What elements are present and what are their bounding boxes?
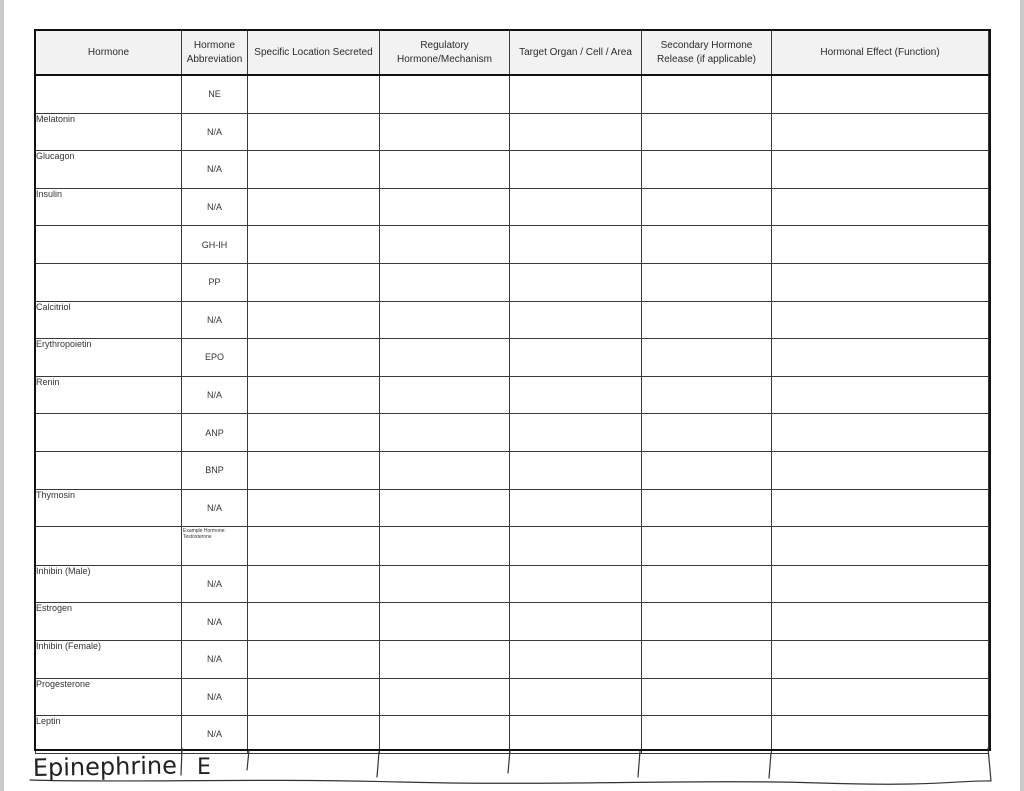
abbreviation-cell: N/A <box>182 301 248 339</box>
header-effect: Hormonal Effect (Function) <box>772 31 989 76</box>
abbreviation-cell: EPO <box>182 339 248 377</box>
handwritten-hormone: Epinephrine <box>32 751 178 782</box>
header-hormone: Hormone <box>36 31 182 76</box>
abbreviation-cell: N/A <box>182 640 248 678</box>
header-abbreviation: Hormone Abbreviation <box>182 31 248 76</box>
hormone-cell[interactable]: Inhibin (Female) <box>36 640 182 678</box>
hormone-cell[interactable]: Calcitriol <box>36 301 182 339</box>
hormone-cell[interactable]: Glucagon <box>36 151 182 189</box>
abbreviation-cell: N/A <box>182 603 248 641</box>
hormone-cell[interactable]: Inhibin (Male) <box>36 565 182 603</box>
hand-drawn-divider <box>508 750 510 773</box>
hormone-cell[interactable]: Melatonin <box>36 113 182 151</box>
abbreviation-cell: N/A <box>182 376 248 414</box>
header-location-secreted: Specific Location Secreted <box>248 31 380 76</box>
abbreviation-cell: NE <box>182 75 248 113</box>
hand-drawn-divider <box>988 748 991 781</box>
header-target: Target Organ / Cell / Area <box>510 31 642 76</box>
hand-drawn-divider <box>769 753 771 778</box>
abbreviation-cell: N/A <box>182 565 248 603</box>
abbreviation-cell: ANP <box>182 414 248 452</box>
abbreviation-cell: N/A <box>182 716 248 754</box>
hand-drawn-divider <box>377 752 379 777</box>
hormone-cell[interactable]: Estrogen <box>36 603 182 641</box>
hormone-cell[interactable]: Progesterone <box>36 678 182 716</box>
abbreviation-cell: N/A <box>182 489 248 527</box>
hormone-cell[interactable]: Insulin <box>36 188 182 226</box>
hand-drawn-divider <box>638 751 640 777</box>
abbreviation-cell: N/A <box>182 113 248 151</box>
abbreviation-cell: N/A <box>182 151 248 189</box>
hand-drawn-divider <box>247 750 249 770</box>
abbreviation-cell: PP <box>182 263 248 301</box>
abbreviation-cell: N/A <box>182 188 248 226</box>
header-secondary-release: Secondary Hormone Release (if applicable) <box>642 31 772 76</box>
hormone-cell[interactable]: Thymosin <box>36 489 182 527</box>
handwritten-abbreviation: E <box>197 755 211 780</box>
abbreviation-cell: N/A <box>182 678 248 716</box>
abbreviation-cell: BNP <box>182 451 248 489</box>
hormone-cell[interactable]: Renin <box>36 376 182 414</box>
hormone-cell[interactable]: Erythropoietin <box>36 339 182 377</box>
abbreviation-cell: Example Hormone: Testosterone <box>182 527 248 566</box>
hand-drawn-divider <box>181 748 182 775</box>
hand-drawn-bottom-line <box>30 780 990 784</box>
abbreviation-cell: GH-IH <box>182 226 248 264</box>
hormone-cell[interactable]: Leptin <box>36 716 182 754</box>
header-regulatory-mechanism: Regulatory Hormone/Mechanism <box>380 31 510 76</box>
